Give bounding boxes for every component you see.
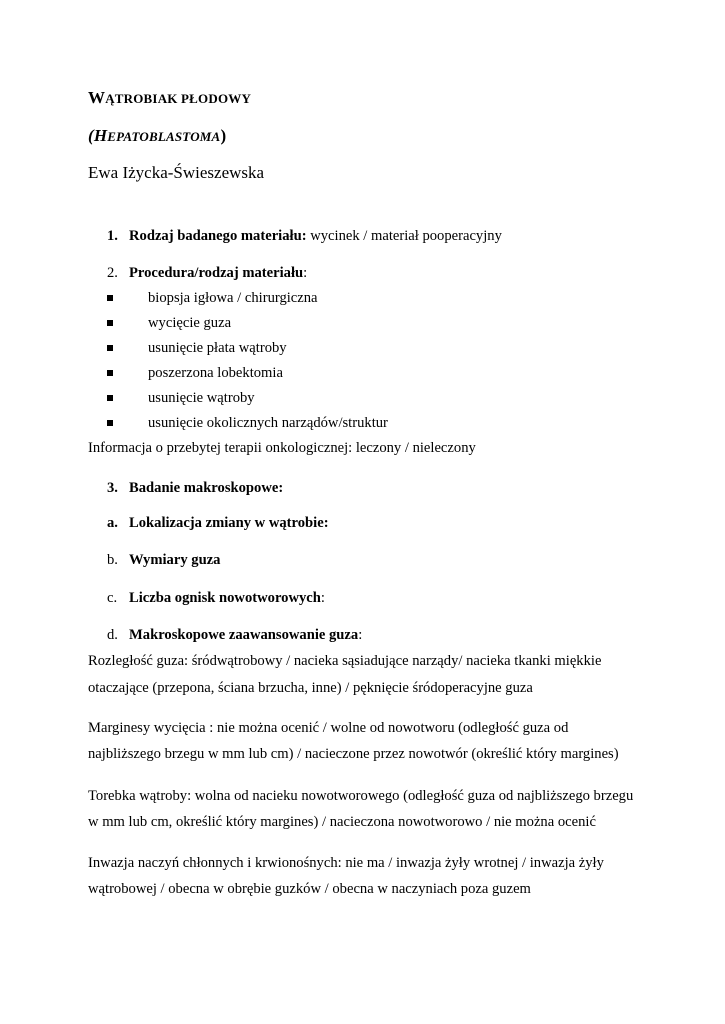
list-item-text: usunięcie okolicznych narządów/struktur [148, 415, 388, 431]
bullet-icon [107, 345, 113, 351]
list-item [107, 315, 607, 332]
title-initial: W [88, 88, 106, 107]
list-item [107, 390, 607, 407]
section-3 [107, 480, 283, 497]
vessels-text-line-2: wątrobowej / obecna w obrębie guzków / obecna w naczyniach poza guzem [88, 881, 531, 897]
list-item [107, 290, 607, 307]
therapy-info: Informacja o przebytej terapii onkologicznej: leczony / nieleczony [88, 440, 476, 456]
bullet-icon [107, 420, 113, 426]
bullet-icon [107, 295, 113, 301]
subsection-b [107, 552, 220, 569]
bullet-icon [107, 320, 113, 326]
subtitle-rest: EPATOBLASTOMA [107, 129, 221, 144]
list-item-text: poszerzona lobektomia [148, 365, 283, 381]
section-1-value: wycinek / materiał pooperacyjny [306, 228, 502, 244]
subsection-b-label: Wymiary guza [129, 552, 221, 568]
subtitle-close: ) [220, 126, 227, 145]
margins-text-line-2: najbliższego brzegu w mm lub cm) / nacieczone przez nowotwór (określić który margines) [88, 746, 619, 762]
extent-text-line-1: Rozległość guza: śródwątrobowy / nacieka sąsiadujące narządy/ nacieka tkanki miękkie [88, 653, 602, 669]
author-name: Ewa Iżycka-Świeszewska [88, 163, 265, 182]
subsection-a [107, 515, 329, 532]
section-3-number: 3. [107, 480, 118, 496]
title-rest: ĄTROBIAK PŁODOWY [105, 91, 252, 106]
list-item-text: usunięcie wątroby [148, 390, 255, 406]
section-2-label: Procedura/rodzaj materiału [129, 265, 304, 281]
section-3-label: Badanie makroskopowe: [129, 480, 284, 496]
subsection-d-number: d. [107, 627, 118, 643]
list-item [107, 415, 607, 432]
subsection-c-number: c. [107, 590, 118, 606]
list-item-text: biopsja igłowa / chirurgiczna [148, 290, 318, 306]
margins-text-line-1: Marginesy wycięcia : nie można ocenić / wolne od nowotworu (odległość guza od [88, 720, 569, 736]
subsection-b-number: b. [107, 552, 118, 568]
subsection-c-suffix: : [320, 590, 325, 606]
subsection-d [107, 627, 362, 644]
list-item [107, 340, 607, 357]
section-1-number: 1. [107, 228, 118, 244]
subsection-c [107, 590, 325, 607]
document-title [88, 88, 251, 108]
section-2-suffix: : [303, 265, 308, 281]
list-item [107, 365, 607, 382]
list-item-text: wycięcie guza [148, 315, 232, 331]
bullet-icon [107, 370, 113, 376]
vessels-text-line-1: Inwazja naczyń chłonnych i krwionośnych: nie ma / inwazja żyły wrotnej / inwazja żyły [88, 855, 604, 871]
section-1 [107, 228, 502, 245]
bullet-icon [107, 395, 113, 401]
list-item-text: usunięcie płata wątroby [148, 340, 287, 356]
extent-text-line-2: otaczające (przepona, ściana brzucha, inne) / pęknięcie śródoperacyjne guza [88, 680, 533, 696]
section-2-number: 2. [107, 265, 118, 281]
subsection-a-label: Lokalizacja zmiany w wątrobie: [129, 515, 329, 531]
subtitle-open: (H [88, 126, 108, 145]
section-1-label: Rodzaj badanego materiału: [129, 228, 307, 244]
subsection-d-suffix: : [358, 627, 363, 643]
subsection-d-label: Makroskopowe zaawansowanie guza [129, 627, 359, 643]
capsule-text-line-2: w mm lub cm, określić który margines) / nacieczona nowotworowo / nie można ocenić [88, 814, 596, 830]
capsule-text-line-1: Torebka wątroby: wolna od nacieku nowotworowego (odległość guza od najbliższego brzegu [88, 788, 634, 804]
document-subtitle [88, 126, 226, 146]
subsection-a-number: a. [107, 515, 118, 531]
section-2 [107, 265, 307, 282]
subsection-c-label: Liczba ognisk nowotworowych [129, 590, 321, 606]
